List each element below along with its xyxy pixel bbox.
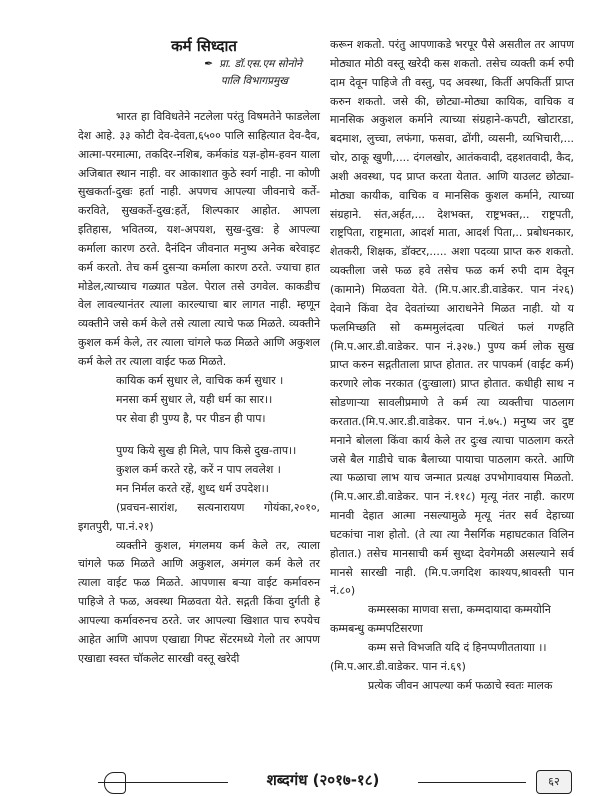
verse-line: पुण्य किये सुख ही मिले, पाप किसे दुख-ताप।। xyxy=(116,444,297,458)
scroll-icon xyxy=(104,772,126,794)
article-title: कर्म सिध्दात xyxy=(171,37,237,55)
body-paragraph-4: प्रत्येक जीवन आपल्या कर्म फळाचे स्वतः मालक xyxy=(368,678,553,692)
pali-verse-line: कम्म सत्ते विभजति यदि दं हिनप्पणीततायाा ।। xyxy=(368,641,547,654)
pen-icon: ✒ xyxy=(204,58,214,70)
body-paragraph-2: व्यक्तीने कुशल, मंगलमय कर्म केले तर, त्याला चांगले फळ मिळते आणि अकुशल, अमंगल कर्म केले तर त्याला वाईट फळ मिळते. आपणास बऱ्या वाईट कर्मावरुन पाहिजे ते फळ, अवस्था मिळवता येते. सद्गती किंवा दुर्गती हे आपल्या कर्मावरुनच ठरते. जर आपल्या खिशात पाच रुपयेच आहेत आणि आपण एखाद्या गिफ्ट सेंटरमध्ये गेलो तर आपण एखाद्या स्वस्त चॉकलेट सारखी वस्तू खरेदी xyxy=(78,538,320,665)
verse-line: मनसा कर्म सुधार ले, यही धर्म का सार।। xyxy=(116,392,273,406)
verse-line: कुशल कर्म करते रहे, करें न पाप लवलेश । xyxy=(116,463,281,477)
pali-verse-line: कम्मस्सका माणवा सत्ता, कम्मदायादा कम्मयोनि xyxy=(368,603,551,617)
author-name: प्रा. डॉ.एस.एम सोनोने xyxy=(219,58,302,70)
right-column xyxy=(330,36,574,696)
body-paragraph-3: करून शकतो. परंतु आपणाकडे भरपूर पैसे असतील तर आपण मोठ्यात मोठी वस्तू खरेदी कस शकतो. तसेच व्यक्ती कर्म रुपी दाम देवून पाहिजे ती वस्तु, पद अवस्था, किर्ती अपकिर्ती प्राप्त करुन शकतो. जसे की, छोट्या-मोठ्या कायिक, वाचिक व मानसिक अकुशल कर्माने त्याच्या संग्रहाने-कपटी, खोटारडा, बदमाश, लुच्चा, लफंगा, फसवा, ढोंगी, व्यसनी, व्यभिचारी,... चोर, ठाकू खुणी,.... दंगलखोर, आतंकवादी, दहशतवादी, कैद, अशी अवस्था, पद प्राप्त करता येतात. आणि याउलट छोट्या-मोठ्या कायीक, वाचिक व मानसिक कुशल कर्माने, त्याच्या संग्रहाने. संत,अर्हत,... देशभक्त, राष्ट्रभक्त,.. राष्ट्रपती, राष्ट्रपिता, राष्ट्रमाता, आदर्श माता, आदर्श पिता,.. प्रबोधनकार, शेतकरी, शिक्षक, डॉक्टर,..... अशा पदव्या प्राप्त करु शकतो. व्यक्तीला जसे फळ हवे तसेच फळ कर्म रुपी दाम देवून (कामाने) मिळवता येते. (मि.प.आर.डी.वाडेकर. पान नं२६) देवाने किंवा देव देवतांच्या आराधनेने मिळत नाही. यो य फलमिच्छति सो कम्ममुलंदत्वा पत्थितं फलं गण्हति (मि.प.आर.डी.वाडेकर. पान नं.३२७.) पुण्य कर्म लोक सुख प्राप्त करुन सद्गतीताला प्राप्त होतात. तर पापकर्म (वाईट कर्म) करणारे लोक नरकात (दुःखाला) प्राप्त होतात. कधीही साथ न सोडणाऱ्या सावलीप्रमाणे ते कर्म त्या व्यक्तीचा पाठलाग करतात.(मि.प.आर.डी.वाडेकर. पान नं.७५.) मनुष्य जर दुष्ट मनाने बोलला किंवा कार्य केले तर दुःख त्याचा पाठलाग करते जसे बैल गाडीचे चाक बैलाच्या पायाचा पाठलाग करते. आणि त्या फळाचा लाभ याच जन्मात प्रत्यक्ष उपभोगावयास मिळतो.(मि.प.आर.डी.वाडेकर. पान नं.११८) मृत्यू नंतर नाही. कारण मानवी देहात आत्मा नसल्यामुळे मृत्यू नंतर सर्व देहाच्या घटकांचा नाश होतो. (ते त्या त्या नैसर्गिक महाघटकात विलिन होतात.) तसेच मानसाची कर्म सुध्दा देवगेमळी असल्याने सर्व मानसे सारखी नाही. (मि.प.जगदिश काश्यप,श्रावस्ती पान नं.८०) xyxy=(330,38,574,598)
verse-line: कायिक कर्म सुधार ले, वाचिक कर्म सुधार । xyxy=(116,373,284,387)
pali-verse-line: कम्मबन्धु कम्मपटिसरणा xyxy=(330,622,423,636)
author-line xyxy=(78,56,320,73)
page-footer xyxy=(58,770,572,796)
verse-line: मन निर्मल करते रहें, शुध्द धर्म उपदेश।। xyxy=(116,482,269,496)
publication-title: शब्दगंध (२०१७-१८) xyxy=(228,770,418,790)
left-column xyxy=(78,36,320,668)
citation: (मि.प.आर.डी.वाडेकर. पान नं.६९) xyxy=(330,659,466,673)
body-paragraph-1: भारत हा विविधतेने नटलेला परंतु विषमतेने फाडलेला देश आहे. ३३ कोटी देव-देवता,६५०० पालि साहित्यात देव-दैव, आत्मा-परमात्मा, तकदिर-नशिब, कर्मकांड यज्ञ-होम-हवन याला अजिबात स्थान नाही. वर आकाशात कुठे स्वर्ग नाही. ना कोणी सुखकर्ता-दुखः हर्ता नाही. अपणच आपल्या जीवनाचे कर्ते- करविते, सुखकर्ते-दुख:हर्ते, शिल्पकार आहोत. आपला इतिहास, भवितव्य, यश-अपयश, सुख-दुख: हे आपल्या कर्माला कारण ठरते. दैनंदिन जीवनात मनुष्य अनेक बरेवाइट कर्म करतो. तेच कर्म दुसऱ्या कर्माला कारण ठरते. ज्याचा हात मोडेल,त्याच्याच गळ्यात पडेल. पेराल तसे उगवेल. काकडीच वेल लावल्यानंतर त्याला कारल्याचा बार लागत नाही. म्हणून व्यक्तीने जसे कर्म केले तसे त्याला त्याचे फळ मिळते. व्यक्तीने कुशल कर्म केले, तर त्याला चांगले फळ मिळते आणि अकुशल कर्म केले तर त्याला वाईट फळ मिळते. xyxy=(78,110,320,368)
citation: (प्रवचन-सारांश, सत्यनारायण गोयंका,२०१०, इगतपुरी, पा.नं.२१) xyxy=(78,500,320,533)
page-number: ६२ xyxy=(536,770,572,794)
author-department: पालि विभागप्रमुख xyxy=(220,75,288,87)
verse-line: पर सेवा ही पुण्य है, पर पीडन ही पाप। xyxy=(116,411,266,425)
